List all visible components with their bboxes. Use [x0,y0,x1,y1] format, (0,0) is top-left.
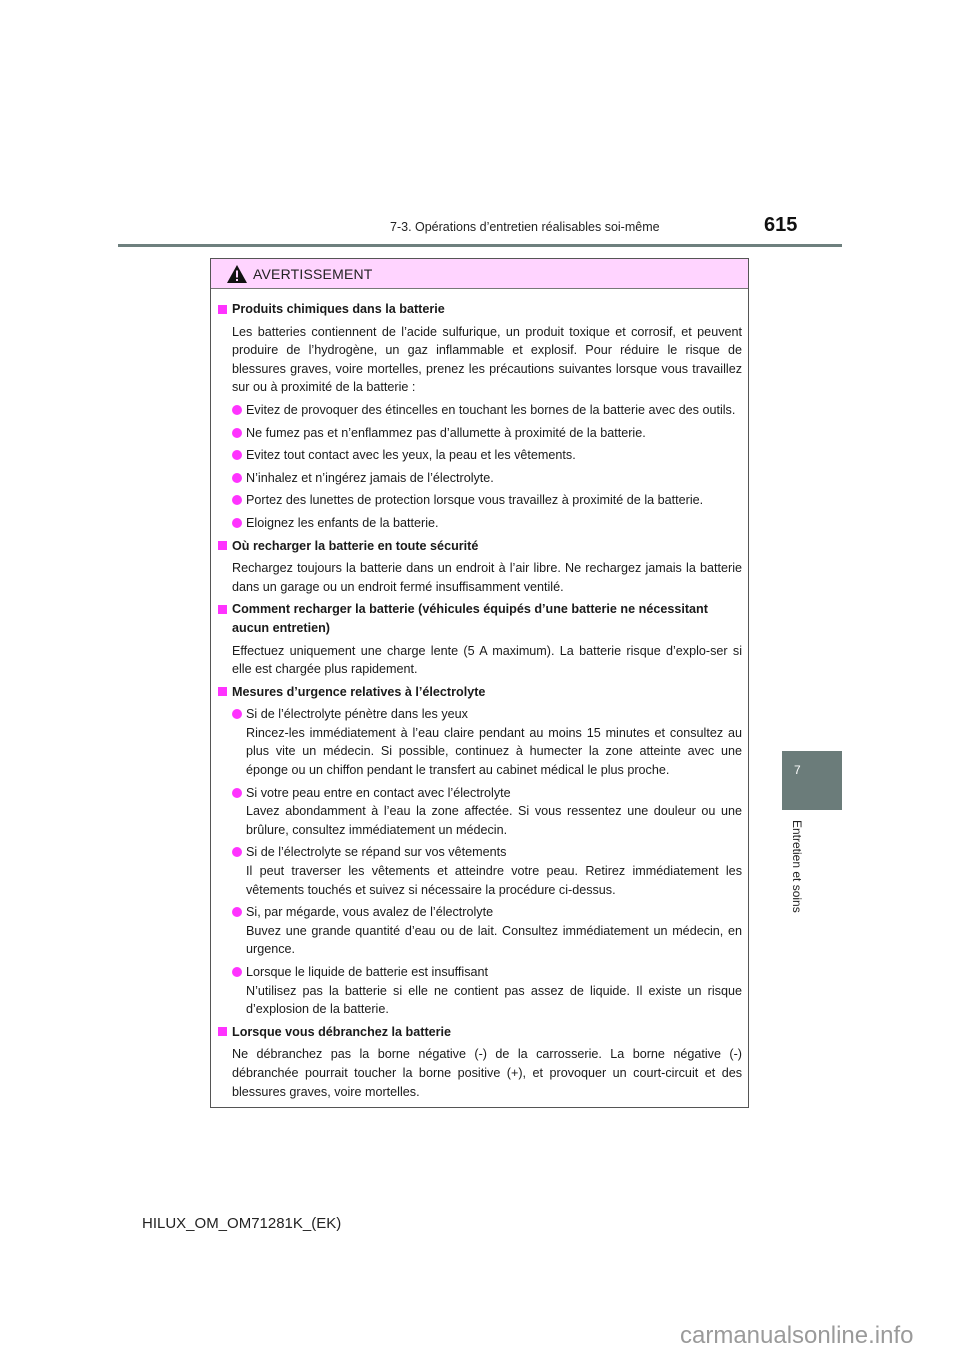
warning-box [210,258,749,1108]
dot-bullet-icon [232,847,242,857]
list-item: Eloignez les enfants de la batterie. [218,514,742,533]
warning-title: AVERTISSEMENT [253,265,373,282]
running-header-title: 7-3. Opérations d’entretien réalisables soi-même [390,220,660,234]
watermark: carmanualsonline.info [680,1322,914,1349]
warning-body [211,289,748,1101]
square-bullet-icon [218,605,227,614]
list-item: Evitez tout contact avec les yeux, la peau et les vêtements. [218,446,742,465]
dot-bullet-icon [232,473,242,483]
section-text: Ne débranchez pas la borne négative (-) de la carrosserie. La borne négative (-) débranchée pourrait toucher la borne positive (+), et provoquer un court-circuit et des blessures graves, voire mortelles. [232,1047,742,1099]
chapter-label: Entretien et soins [790,820,804,913]
square-bullet-icon [218,541,227,550]
section-how-to-charge [218,600,742,678]
warning-header [211,259,748,289]
section-heading: Produits chimiques dans la batterie [218,300,742,319]
list-item: Ne fumez pas et n’enflammez pas d’allumette à proximité de la batterie. [218,424,742,443]
list-item: Portez des lunettes de protection lorsque vous travaillez à proximité de la batterie. [218,491,742,510]
dot-bullet-icon [232,405,242,415]
section-heading: Lorsque vous débranchez la batterie [218,1023,742,1042]
chapter-number: 7 [794,763,801,777]
section-chemicals [218,300,742,533]
section-text: Effectuez uniquement une charge lente (5 A maximum). La batterie risque d’explo-ser si elle est chargée plus rapidement. [232,643,742,677]
dot-bullet-icon [232,967,242,977]
section-disconnect [218,1023,742,1101]
list-item: Lorsque le liquide de batterie est insuffisant N’utilisez pas la batterie si elle ne contient pas assez de liquide. Il existe un risque d’explosion de la batterie. [218,963,742,1019]
section-where-to-charge [218,537,742,597]
warning-triangle-icon [227,265,247,283]
page-number: 615 [764,214,798,236]
square-bullet-icon [218,687,227,696]
dot-bullet-icon [232,709,242,719]
document-code: HILUX_OM_OM71281K_(EK) [142,1215,342,1232]
section-text: Rechargez toujours la batterie dans un endroit à l’air libre. Ne rechargez jamais la batterie dans un garage ou un endroit fermé insuffisamment ventilé. [232,561,742,594]
list-item: Si, par mégarde, vous avalez de l’électrolyte Buvez une grande quantité d’eau ou de lait. Consultez immédiatement un médecin, en urgence. [218,903,742,959]
dot-bullet-icon [232,788,242,798]
list-item: Evitez de provoquer des étincelles en touchant les bornes de la batterie avec des outils. [218,401,742,420]
section-heading: Où recharger la batterie en toute sécurité [218,537,742,556]
list-item: N’inhalez et n’ingérez jamais de l’électrolyte. [218,469,742,488]
dot-bullet-icon [232,428,242,438]
dot-bullet-icon [232,450,242,460]
section-emergency-measures [218,683,742,1019]
section-heading: Comment recharger la batterie (véhicules équipés d’une batterie ne nécessitant aucun entretien) [218,600,742,637]
section-heading: Mesures d’urgence relatives à l’électrolyte [218,683,742,702]
dot-bullet-icon [232,907,242,917]
square-bullet-icon [218,305,227,314]
chapter-tab [782,751,842,810]
list-item: Si votre peau entre en contact avec l’électrolyte Lavez abondamment à l’eau la zone affectée. Si vous ressentez une douleur ou une brûlure, consultez immédiatement un médecin. [218,784,742,840]
list-item: Si de l’électrolyte se répand sur vos vêtements Il peut traverser les vêtements et atteindre votre peau. Retirez immédiatement les vêtements touchés et suivez si nécessaire la procédure ci-dessus. [218,843,742,899]
square-bullet-icon [218,1027,227,1036]
header-rule [118,244,842,247]
dot-bullet-icon [232,495,242,505]
section-text: Les batteries contiennent de l’acide sulfurique, un produit toxique et corrosif, et peuvent produire de l’hydrogène, un gaz inflammable et explosif. Pour réduire le risque de blessures graves, voire mortelles, prenez les précautions suivantes lorsque vous travaillez sur ou à proximité de la batterie : [232,324,742,395]
dot-bullet-icon [232,518,242,528]
list-item: Si de l’électrolyte pénètre dans les yeux Rincez-les immédiatement à l’eau claire pendant au moins 15 minutes et consultez au plus vite un médecin. Si possible, continuez à humecter la zone atteinte avec une éponge ou un chiffon pendant le transfert au cabinet médical le plus proche. [218,705,742,779]
